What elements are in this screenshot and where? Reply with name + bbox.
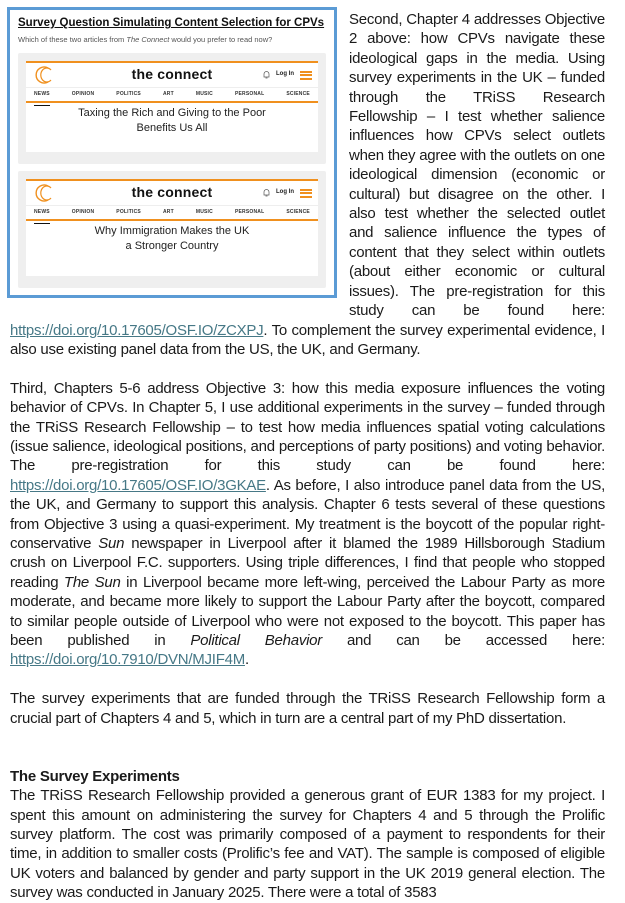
article-headline: Taxing the Rich and Giving to the Poor Benefits Us All xyxy=(78,107,266,134)
bell-icon xyxy=(263,189,270,197)
connect-logo-icon xyxy=(32,65,54,85)
nav-music: MUSIC xyxy=(195,208,213,215)
nav-personal: PERSONAL xyxy=(234,208,265,215)
nav-personal: PERSONAL xyxy=(234,90,265,97)
hamburger-menu-icon xyxy=(300,71,312,80)
paragraph-chapter-4: Second, Chapter 4 addresses Objective 2 above: how CPVs navigate these ideological gaps in the media. Using survey experiments in the UK – funded through the TRiSS Research Fellowship – I test whether salience influences how CPVs select outlets when they agree with the outlets on one ideological dimension (economic or cultural) but disagree on the other. I also test whether the selected outlet and salience influence the types of content that they select within outlets (about either economic or cultural issues). The pre-registration for this study can be found here: https://doi.org/10.17605/OSF.IO/ZCXPJ. To complement the survey experimental evidence, I also use existing panel data from the US, the UK, and Germany. xyxy=(10,11,605,358)
news-site-mockup xyxy=(26,61,318,152)
brand-name: the connect xyxy=(131,66,213,83)
document-page xyxy=(10,10,605,903)
brand-name: the connect xyxy=(131,184,213,201)
figure-question: Which of these two articles from The Connect would you prefer to read now? xyxy=(18,35,273,44)
nav-opinion: OPINION xyxy=(71,90,95,97)
dataverse-link[interactable]: https://doi.org/10.7910/DVN/MJIF4M xyxy=(10,651,245,669)
article-headline: Why Immigration Makes the UK a Stronger Country xyxy=(94,225,250,252)
nav-art: ART xyxy=(162,90,174,97)
login-link: Log In xyxy=(276,71,294,78)
outlet-name: The Connect xyxy=(126,35,170,44)
nav-music: MUSIC xyxy=(195,90,213,97)
nav-news: NEWS xyxy=(34,85,50,106)
article-option-1[interactable] xyxy=(18,53,326,164)
figure-title: Survey Question Simulating Content Selection for CPVs xyxy=(18,17,325,29)
nav-politics: POLITICS xyxy=(116,90,141,97)
nav-science: SCIENCE xyxy=(286,90,310,97)
nav-politics: POLITICS xyxy=(116,208,141,215)
paragraph-chapters-5-6: Third, Chapters 5-6 address Objective 3: how this media exposure influences the voting behavior of CPVs. In Chapter 5, I use additional experiments in the survey – funded through the TRiSS Research Fellowship – to test how media influences spatial voting calculations (issue salience, ideological positions, and perceptions of party positions) and voting behavior. The pre-registration for this study can be found here: https://doi.org/10.17605/OSF.IO/3GKAE. As before, I also introduce panel data from the US, the UK, and Germany to support this analysis. Chapter 6 tests several of these questions from Objective 3 using a quasi-experiment. My treatment is the boycott of the popular right-conservative Sun newspaper in Liverpool after it blamed the 1989 Hillsborough Stadium crush on Liverpool F.C. supporters. Using triple differences, I find that people who stopped reading The Sun in Liverpool became more left-wing, perceived the Labour Party as more moderate, and became more likely to support the Labour Party after the boycott, compared to similar people outside of Liverpool who were not exposed to the boycott. This paper has been published in Political Behavior and can be accessed here: https://doi.org/10.7910/DVN/MJIF4M. xyxy=(10,379,606,669)
survey-question-figure xyxy=(7,7,337,298)
news-site-mockup xyxy=(26,179,318,276)
nav-science: SCIENCE xyxy=(286,208,310,215)
hamburger-menu-icon xyxy=(300,189,312,198)
connect-logo-icon xyxy=(32,183,54,203)
nav-news: NEWS xyxy=(34,203,50,224)
paragraph-survey-experiments: The TRiSS Research Fellowship provided a generous grant of EUR 1383 for my project. I spent this amount on administering the survey for Chapters 4 and 5 through the Prolific survey platform. The cost was primarily composed of a payment to respondents for their time, in addition to smaller costs (Prolific’s fee and VAT). The sample is composed of eligible UK voters and balanced by gender and party support in the UK 2019 general election. The survey was conducted in January 2025. There were a total of 3583 xyxy=(10,787,605,902)
bell-icon xyxy=(263,71,270,79)
paragraph-funding-summary: The survey experiments that are funded through the TRiSS Research Fellowship form a crucial part of Chapters 4 and 5, which in turn are a central part of my PhD dissertation. xyxy=(10,690,605,727)
section-heading: The Survey Experiments xyxy=(10,767,180,785)
preregistration-link-3gkae[interactable]: https://doi.org/10.17605/OSF.IO/3GKAE xyxy=(10,476,266,494)
nav-opinion: OPINION xyxy=(71,208,95,215)
article-option-2[interactable] xyxy=(18,171,326,288)
preregistration-link-zcxpj[interactable]: https://doi.org/10.17605/OSF.IO/ZCXPJ xyxy=(10,321,264,339)
nav-art: ART xyxy=(162,208,174,215)
login-link: Log In xyxy=(276,189,294,196)
site-nav xyxy=(26,205,318,221)
site-nav xyxy=(26,87,318,103)
